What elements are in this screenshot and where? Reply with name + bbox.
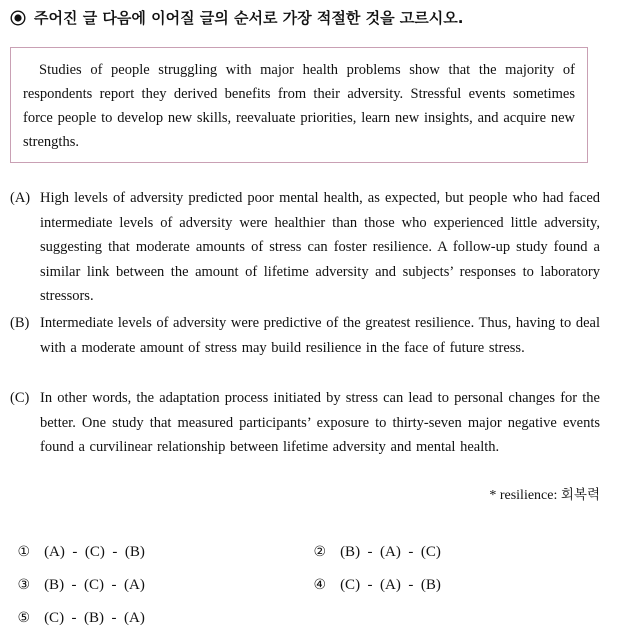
answer-choice-1[interactable] bbox=[10, 527, 145, 561]
choice-number: ② bbox=[313, 544, 327, 560]
choice-sequence: (B) - (A) - (C) bbox=[340, 544, 441, 560]
choice-sequence: (C) - (A) - (B) bbox=[340, 577, 441, 593]
answer-choice-4[interactable] bbox=[306, 560, 441, 594]
passage-text: Studies of people struggling with major health problems show that the majority of respondents report they derived benefits from their adversity. Stressful events sometimes force people to develop new skills, reevaluate priorities, learn new insights, and acquire new strengths. bbox=[23, 62, 575, 150]
option-text: In other words, the adaptation process initiated by stress can lead to personal changes for the better. One study that measured participants’ exposure to thirty-seven major negative events found a curvilinear relationship between lifetime adversity and mental health. bbox=[40, 390, 600, 455]
option-label: (A) bbox=[10, 190, 31, 206]
answer-choice-2[interactable] bbox=[306, 527, 441, 561]
footnote bbox=[489, 483, 600, 504]
option-label: (B) bbox=[10, 315, 30, 331]
choice-sequence: (B) - (C) - (A) bbox=[44, 577, 145, 593]
choice-number: ⑤ bbox=[17, 610, 31, 626]
option-label: (C) bbox=[10, 390, 30, 406]
choice-number: ① bbox=[17, 544, 31, 560]
option-text: High levels of adversity predicted poor mental health, as expected, but people who had faced intermediate levels of adversity were healthier than those who experienced little adversity, suggesting that moderate amounts of stress can foster resilience. A follow-up study found a similar link between the amount of lifetime adversity and subjects’ responses to laboratory stressors. bbox=[40, 190, 600, 304]
question-header bbox=[10, 7, 463, 28]
choice-sequence: (C) - (B) - (A) bbox=[44, 610, 145, 626]
footnote-term: * resilience: bbox=[489, 488, 558, 503]
option-text: Intermediate levels of adversity were predictive of the greatest resilience. Thus, having to deal with a moderate amount of stress may build resilience in the face of future stress. bbox=[40, 315, 600, 356]
choice-sequence: (A) - (C) - (B) bbox=[44, 544, 145, 560]
radio-bullet-icon bbox=[10, 10, 26, 26]
answer-choice-5[interactable] bbox=[10, 593, 145, 627]
footnote-korean: 회복력 bbox=[560, 487, 600, 503]
choice-number: ③ bbox=[17, 577, 31, 593]
option-c bbox=[10, 386, 600, 460]
answer-choice-3[interactable] bbox=[10, 560, 145, 594]
question-prompt: 주어진 글 다음에 이어질 글의 순서로 가장 적절한 것을 고르시오. bbox=[34, 9, 464, 27]
option-a bbox=[10, 186, 600, 309]
option-b bbox=[10, 311, 600, 360]
choice-number: ④ bbox=[313, 577, 327, 593]
given-passage bbox=[10, 47, 588, 163]
